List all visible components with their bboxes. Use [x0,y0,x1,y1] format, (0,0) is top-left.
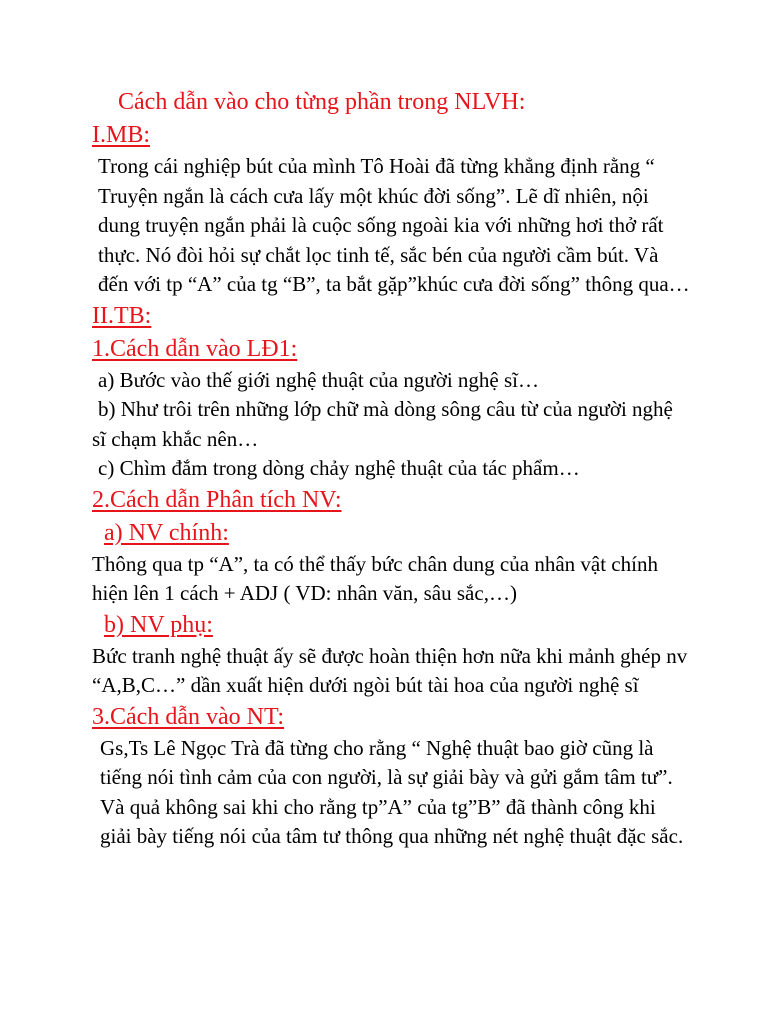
nv-sub-heading: b) NV phụ: [104,611,213,638]
mb-paragraph: Trong cái nghiệp bút của mình Tô Hoài đã từng khẳng định rằng “ Truyện ngắn là cách cưa lấy một khúc đời sống”. Lẽ dĩ nhiên, nội dung truyện ngắn phải là cuộc sống ngoài kia với những hơi thở rất thực. Nó đòi hỏi sự chắt lọc tinh tế, sắc bén của người cầm bút. Và đến với tp “A” của tg “B”, ta bắt gặp”khúc cưa đời sống” thông qua… [98,154,690,296]
ld1-item-a: a) Bước vào thế giới nghệ thuật của người nghệ sĩ… [98,367,539,392]
subsection-heading-nv: 2.Cách dẫn Phân tích NV: [92,486,342,513]
nv-sub-paragraph: Bức tranh nghệ thuật ấy sẽ được hoàn thiện hơn nữa khi mảnh ghép nv “A,B,C…” dần xuất hiện dưới ngòi bút tài hoa của người nghệ sĩ [92,643,688,697]
section-heading-mb: I.MB: [92,122,151,148]
document-page [92,86,692,852]
nv-main-paragraph: Thông qua tp “A”, ta có thể thấy bức chân dung của nhân vật chính hiện lên 1 cách + ADJ ( VD: nhân văn, sâu sắc,…) [92,551,658,605]
nt-paragraph: Gs,Ts Lê Ngọc Trà đã từng cho rằng “ Nghệ thuật bao giờ cũng là tiếng nói tình cảm của con người, là sự giải bày và gửi gắm tâm tư”. Và quả không sai khi cho rằng tp”A” của tg”B” đã thành công khi giải bày tiếng nói của tâm tư thông qua những nét nghệ thuật đặc sắc. [100,735,684,848]
subsection-heading-ld1: 1.Cách dẫn vào LĐ1: [92,335,298,362]
nv-main-heading: a) NV chính: [104,519,229,546]
ld1-item-b: b) Như trôi trên những lớp chữ mà dòng sông câu từ của người nghệ sĩ chạm khắc nên… [92,397,673,451]
subsection-heading-nt: 3.Cách dẫn vào NT: [92,703,285,730]
section-heading-tb: II.TB: [92,302,152,329]
ld1-item-c: c) Chìm đắm trong dòng chảy nghệ thuật của tác phẩm… [98,456,580,480]
document-title: Cách dẫn vào cho từng phần trong NLVH: [118,89,526,115]
